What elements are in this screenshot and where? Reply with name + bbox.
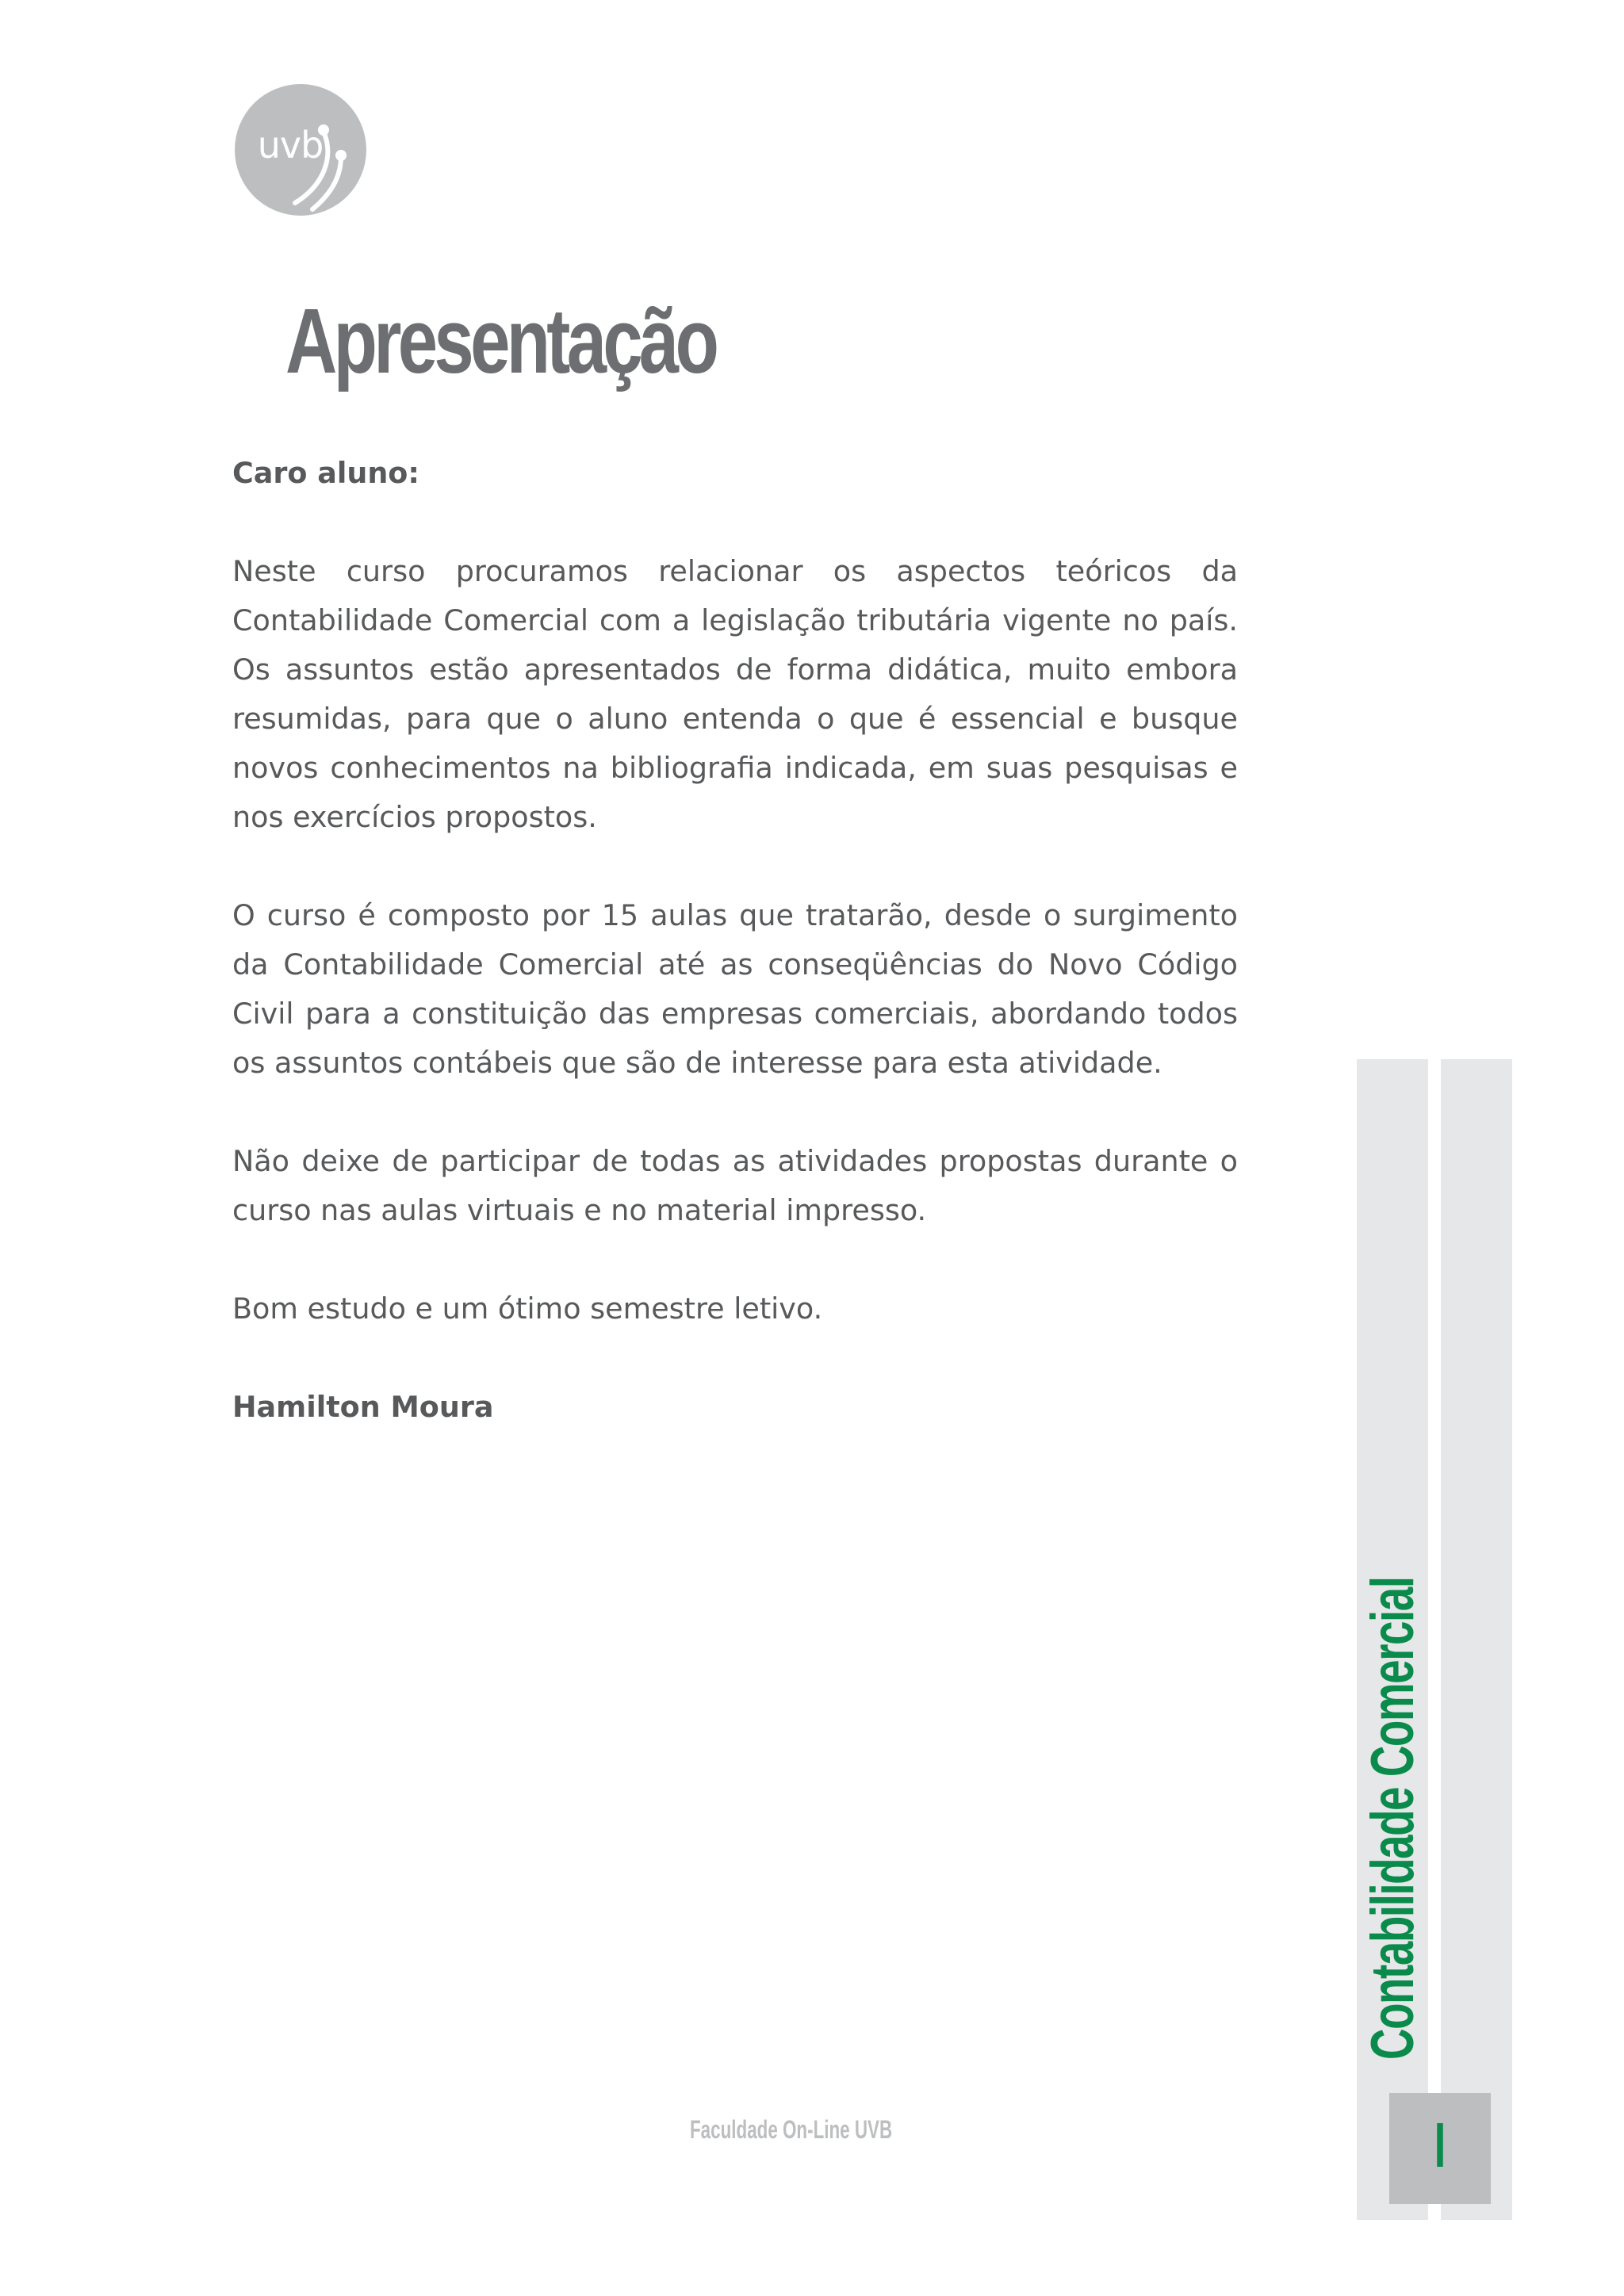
page-number-box	[1389, 2093, 1491, 2204]
sidebar-bar-right	[1441, 1059, 1512, 2220]
uvb-logo	[235, 84, 366, 216]
page-number: I	[1431, 2110, 1450, 2180]
letter-body	[232, 449, 1238, 1432]
paragraph-course: O curso é composto por 15 aulas que tratarão, desde o surgimento da Contabilidade Comercial até as conseqüências do Novo Código Civil para a constituição das empresas comerciais, abordando todos os assuntos contábeis que são de interesse para esta atividade.	[232, 898, 1238, 1080]
greeting: Caro aluno:	[232, 456, 419, 490]
page-title: Apresentação	[285, 289, 716, 392]
logo-text: uvb	[257, 124, 324, 166]
paragraph-closing: Bom estudo e um ótimo semestre letivo.	[232, 1292, 823, 1326]
paragraph-intro: Neste curso procuramos relacionar os aspectos teóricos da Contabilidade Comercial com a legislação tributária vigente no país. Os assuntos estão apresentados de forma didática, muito embora resumidas, para que o aluno entenda o que é essencial e busque novos conhecimentos na bibliografia indicada, em suas pesquisas e nos exercícios propostos.	[232, 554, 1238, 834]
course-title-vertical: Contabilidade Comercial	[1359, 1577, 1427, 2060]
author-signature: Hamilton Moura	[232, 1390, 494, 1424]
footer-text: Faculdade On-Line UVB	[690, 2115, 893, 2144]
paragraph-participation: Não deixe de participar de todas as atividades propostas durante o curso nas aulas virtuais e no material impresso.	[232, 1144, 1238, 1227]
